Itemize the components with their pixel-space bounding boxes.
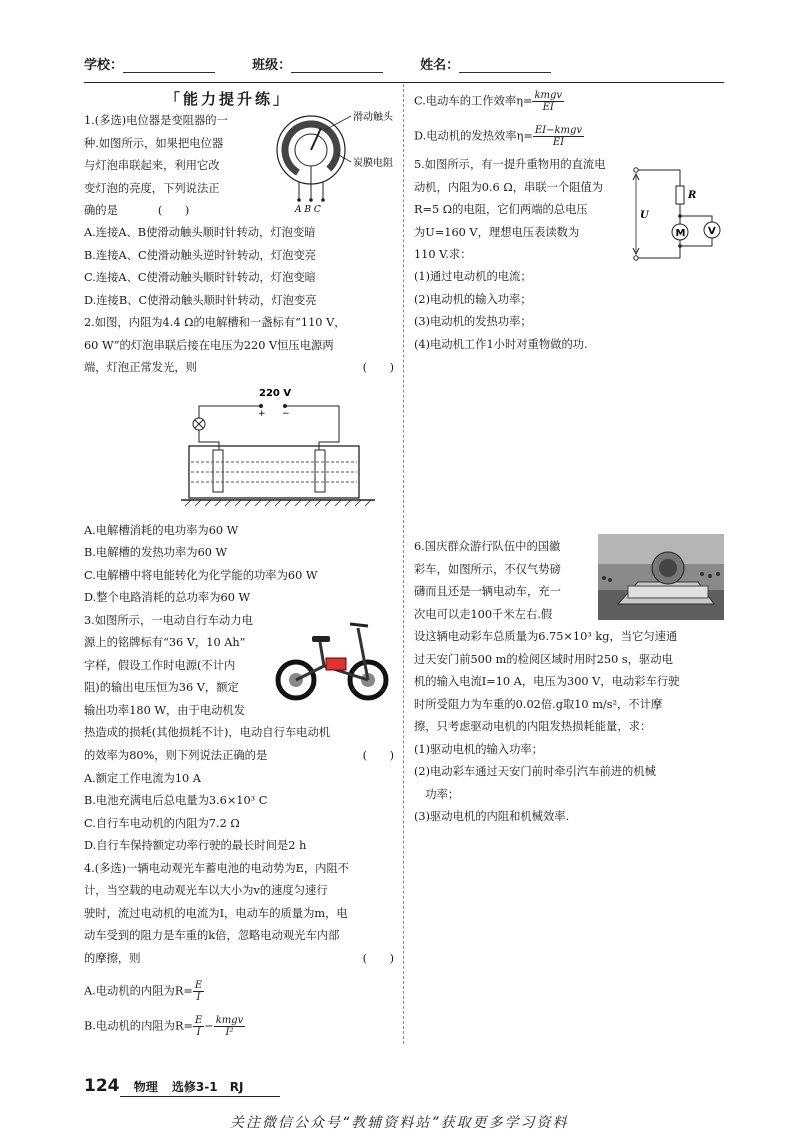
q3-line: 3.如图所示，一电动自行车动力电: [84, 613, 253, 627]
fraction: [533, 125, 584, 148]
q4-option-b[interactable]: [84, 1015, 394, 1038]
q6-line: 6.国庆群众游行队伍中的国徽: [414, 540, 561, 553]
q4-option-b-text: B.电动机的内阻为R=: [84, 1019, 193, 1033]
column-divider: [403, 84, 404, 1044]
question-1: [84, 110, 394, 222]
q3-answer-paren[interactable]: ( ): [362, 748, 394, 762]
denominator: I: [196, 1027, 201, 1038]
q3-line: 阻)的输出电压恒为36 V，额定: [84, 681, 239, 694]
electrolytic-cell-figure: [179, 384, 379, 514]
voltage-label: 220 V: [259, 387, 292, 399]
q5-line: 为U=160 V，理想电压表读数为: [414, 225, 580, 239]
q4-option-a-text: A.电动机的内阻为R=: [84, 984, 193, 998]
numerator: E: [194, 980, 203, 991]
national-emblem-float-image: [598, 534, 724, 620]
terminal-labels: A B C: [295, 205, 321, 214]
motor-circuit-figure: [628, 164, 728, 264]
denominator: I²: [225, 1027, 234, 1038]
edition-label: RJ: [229, 1080, 244, 1094]
q1-option-c[interactable]: C.连接A、C使滑动触头顺时针转动，灯泡变暗: [84, 271, 316, 284]
subject-label: 物理: [133, 1080, 158, 1094]
q1-answer-paren[interactable]: ( ): [157, 204, 190, 217]
q2-line: 2.如图，内阻为4.4 Ω的电解槽和一盏标有“110 V，: [84, 316, 346, 329]
numerator: E: [194, 1015, 203, 1026]
q3-line: 源上的铭牌标有“36 V，10 Ah”: [84, 636, 246, 649]
q5-line: 动机，内阻为0.6 Ω，串联一个阻值为: [414, 180, 604, 194]
voltmeter-label: V: [708, 226, 716, 237]
q5-sub-1: (1)通过电动机的电流；: [414, 270, 532, 283]
numerator: kmgv: [215, 1015, 244, 1026]
q6-line: 机的输入电流I=10 A，电压为300 V，电动彩车行驶: [414, 675, 680, 688]
q6-sub-3: (3)驱动电机的内阻和机械效率.: [414, 810, 570, 823]
q5-line: 110 V.求：: [414, 248, 472, 261]
fraction: [532, 90, 564, 113]
q2-option-d[interactable]: D.整个电路消耗的总功率为60 W: [84, 591, 251, 604]
fraction: [193, 980, 204, 1003]
minus-sign: −: [282, 408, 290, 419]
q6-line: 礴而且还是一辆电动车，充一: [414, 585, 561, 598]
section-title: 「能力提升练」: [165, 90, 292, 108]
q4-option-d-text: D.电动机的发热效率η=: [414, 129, 533, 143]
q4-line: 4.(多选)一辆电动观光车蓄电池的电动势为E，内阻不: [84, 861, 350, 875]
q6-line: 过天安门前500 m的检阅区域时用时250 s，驱动电: [414, 652, 673, 666]
q1-line: 种.如图所示，如果把电位器: [84, 136, 224, 150]
q3-option-a[interactable]: A.额定工作电流为10 A: [84, 771, 201, 785]
q2-answer-paren[interactable]: ( ): [362, 361, 394, 374]
q5-line: R=5 Ω的电阻，它们两端的总电压: [414, 203, 588, 216]
q4-line: 的摩擦，则: [84, 951, 141, 965]
footer-rule: [120, 1096, 280, 1097]
question-4: [84, 858, 394, 1039]
name-label: 姓名：: [420, 58, 460, 73]
question-5: [414, 154, 724, 266]
header-rule: [84, 82, 724, 83]
question-3: [84, 610, 394, 768]
q4-option-c[interactable]: [414, 90, 724, 113]
q6-line: 设这辆电动彩车总质量为6.75×10³ kg，当它匀速通: [414, 630, 678, 643]
q1-line: 与灯泡串联起来，利用它改: [84, 159, 220, 172]
q4-line: 驶时，流过电动机的电流为I，电动车的质量为m，电: [84, 906, 348, 920]
q1-line: 确的是: [84, 204, 118, 217]
q6-sub-2-cont: 功率；: [414, 787, 460, 801]
q5-line: 5.如图所示，有一提升重物用的直流电: [414, 158, 606, 171]
film-resistor-label: 炭膜电阻: [353, 158, 393, 169]
q6-line: 时所受阻力为车重的0.02倍.g取10 m/s²，不计摩: [414, 697, 663, 711]
q2-option-b[interactable]: B.电解槽的发热功率为60 W: [84, 546, 228, 559]
q3-line: 输出功率180 W，由于电动机发: [84, 703, 246, 717]
q5-sub-3: (3)电动机的发热功率；: [414, 315, 532, 328]
q2-line: 60 W”的灯泡串联后接在电压为220 V恒压电源两: [84, 338, 334, 352]
q2-line: 端，灯泡正常发光，则: [84, 361, 197, 374]
q3-line: 的效率为80%，则下列说法正确的是: [84, 748, 268, 762]
name-field[interactable]: [459, 58, 551, 73]
slider-label: 滑动触头: [353, 112, 393, 123]
q4-option-d[interactable]: [414, 125, 724, 148]
q4-option-c-text: C.电动车的工作效率η=: [414, 94, 533, 108]
fraction: [214, 1015, 246, 1038]
denominator: I: [196, 992, 201, 1003]
q1-option-b[interactable]: B.连接A、C使滑动触头逆时针转动，灯泡变亮: [84, 248, 317, 262]
school-field[interactable]: [123, 58, 215, 73]
q2-option-c[interactable]: C.电解槽中将电能转化为化学能的功率为60 W: [84, 568, 318, 582]
book-label: 选修3-1: [171, 1080, 218, 1094]
q1-option-a[interactable]: A.连接A、B使滑动触头顺时针转动，灯泡变暗: [84, 226, 316, 239]
q2-option-a[interactable]: A.电解槽消耗的电功率为60 W: [84, 523, 239, 537]
numerator: kmgv: [534, 90, 563, 101]
right-column: [414, 88, 724, 829]
q3-line: 热造成的损耗(其他损耗不计)，电动自行车电动机: [84, 726, 331, 739]
q5-sub-4: (4)电动机工作1小时对重物做的功.: [414, 337, 588, 351]
q3-line: 字样，假设工作时电源(不计内: [84, 658, 236, 672]
question-6: [414, 536, 724, 648]
school-label: 学校：: [84, 58, 124, 73]
student-info-header: [84, 54, 551, 73]
q4-line: 动车受到的阻力是车重的k倍，忽略电动观光车内部: [84, 929, 340, 942]
q6-sub-1: (1)驱动电机的输入功率；: [414, 742, 543, 756]
resistor-label: R: [688, 190, 697, 201]
denominator: EI: [552, 137, 565, 148]
plus-sign: +: [258, 408, 266, 419]
q3-option-d[interactable]: D.自行车保持额定功率行驶的最长时间是2 h: [84, 839, 307, 852]
left-column: [84, 110, 394, 1038]
minus-sign: −: [204, 1019, 214, 1033]
denominator: EI: [542, 102, 554, 113]
q3-option-b[interactable]: B.电池充满电后总电量为3.6×10³ C: [84, 794, 268, 807]
q1-line: 1.(多选)电位器是变阻器的一: [84, 114, 228, 127]
q1-line: 变灯泡的亮度，下列说法正: [84, 181, 220, 195]
page-footer: [84, 1076, 243, 1096]
q1-option-d[interactable]: D.连接B、C使滑动触头顺时针转动，灯泡变亮: [84, 293, 317, 307]
question-2: [84, 312, 394, 610]
promo-watermark: 关注微信公众号“教辅资料站”获取更多学习资料: [230, 1115, 569, 1131]
class-field[interactable]: [291, 58, 383, 73]
q6-line: 擦，只考虑驱动电机的内阻发热损耗能量，求：: [414, 720, 652, 733]
fraction: [193, 1015, 204, 1038]
voltage-u-label: U: [640, 210, 649, 221]
q4-line: 计，当空载的电动观光车以大小为v的速度匀速行: [84, 884, 328, 897]
q3-option-c[interactable]: C.自行车电动机的内阻为7.2 Ω: [84, 816, 240, 830]
q5-sub-2: (2)电动机的输入功率；: [414, 292, 532, 306]
q4-answer-paren[interactable]: ( ): [362, 951, 394, 965]
q6-sub-2: (2)电动彩车通过天安门前时牵引汽车前进的机械: [414, 765, 656, 778]
motor-label: M: [675, 228, 686, 239]
resistor-symbol: [676, 186, 684, 204]
potentiometer-figure: [269, 104, 399, 214]
q6-line: 次电可以走100千米左右.假: [414, 607, 553, 621]
page-number: 124: [84, 1076, 120, 1096]
q6-line: 彩车，如图所示，不仅气势磅: [414, 562, 561, 576]
q4-option-a[interactable]: [84, 980, 394, 1003]
numerator: EI−kmgv: [534, 125, 583, 136]
electric-bicycle-image: [274, 616, 392, 702]
class-label: 班级：: [252, 58, 292, 73]
